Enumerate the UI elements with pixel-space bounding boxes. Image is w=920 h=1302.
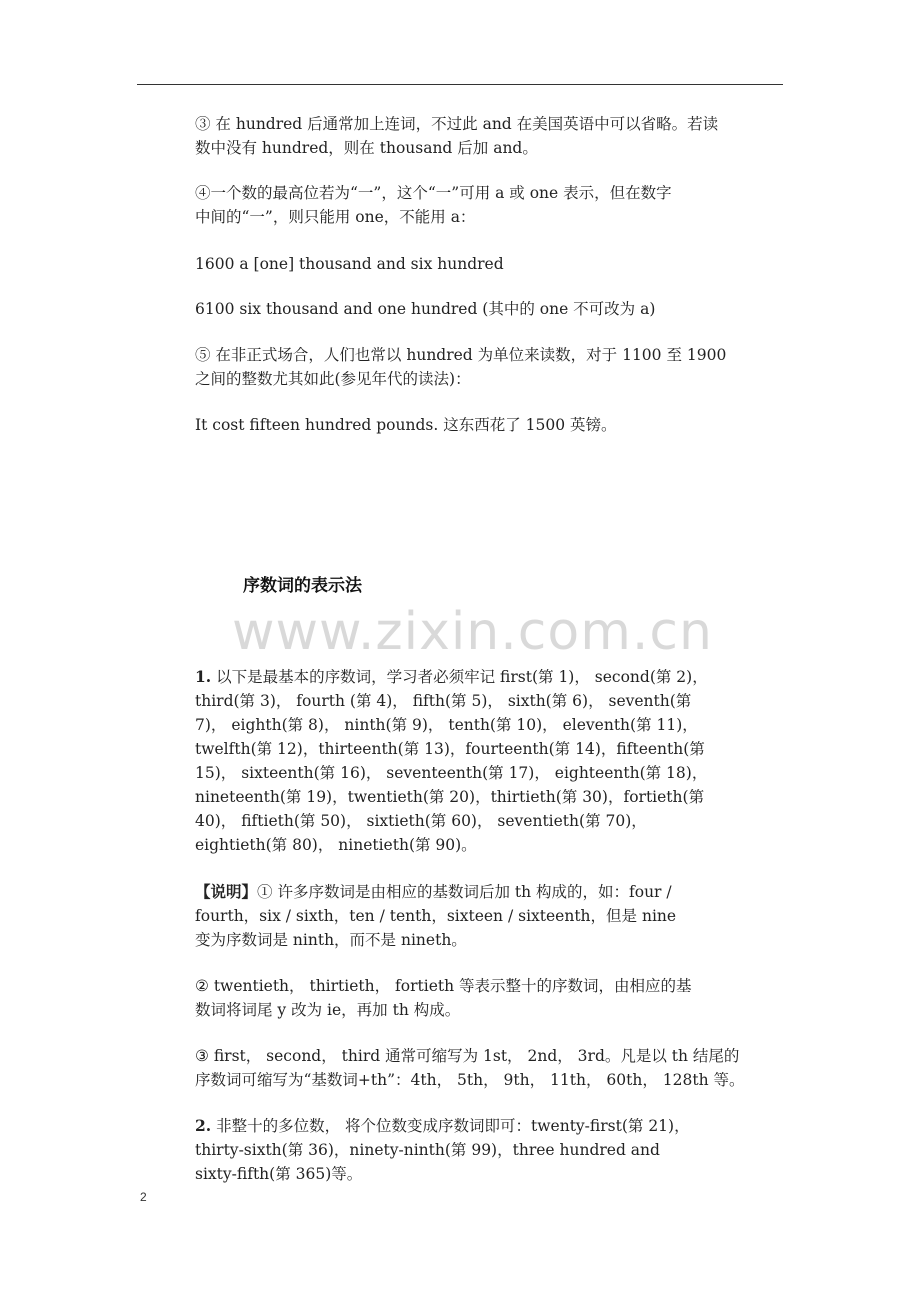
text-line: 数词将词尾 y 改为 ie，再加 th 构成。 xyxy=(195,1001,461,1019)
text-line: 变为序数词是 ninth，而不是 nineth。 xyxy=(195,931,467,949)
watermark: www.zixin.com.cn xyxy=(232,602,713,662)
text-span: 非整十的多位数， 将个位数变成序数词即可：twenty-first(第 21)， xyxy=(211,1117,690,1135)
text-line: It cost fifteen hundred pounds. 这东西花了 1500 英镑。 xyxy=(195,416,617,434)
text-line: 数中没有 hundred，则在 thousand 后加 and。 xyxy=(195,139,538,157)
text-line: 中间的“一”，则只能用 one，不能用 a： xyxy=(195,208,476,226)
text-line: ⑤ 在非正式场合，人们也常以 hundred 为单位来读数，对于 1100 至 1900 xyxy=(195,346,727,364)
text-span: 以下是最基本的序数词，学习者必须牢记 first(第 1)， second(第 2)， xyxy=(211,668,708,686)
text-line: nineteenth(第 19)，twentieth(第 20)，thirtieth(第 30)，fortieth(第 xyxy=(195,788,705,806)
text-line: 之间的整数尤其如此(参见年代的读法)： xyxy=(195,370,471,388)
section-heading-ordinal: 序数词的表示法 xyxy=(243,576,362,596)
text-line: third(第 3)， fourth (第 4)， fifth(第 5)， sixth(第 6)， seventh(第 xyxy=(195,692,692,710)
paragraph-hundred-and xyxy=(195,112,795,160)
text-line: 1600 a [one] thousand and six hundred xyxy=(195,255,504,273)
list-number: 2. xyxy=(195,1116,212,1135)
text-line xyxy=(195,1114,795,1138)
text-line: 7)， eighth(第 8)， ninth(第 9)， tenth(第 10)， eleventh(第 11)， xyxy=(195,716,698,734)
header-rule xyxy=(137,84,783,85)
note-label: 【说明】 xyxy=(195,882,258,901)
example-fifteen-hundred xyxy=(195,413,795,437)
text-line: ④一个数的最高位若为“一”，这个“一”可用 a 或 one 表示，但在数字 xyxy=(195,184,672,202)
note-ordinal-th xyxy=(195,880,795,952)
note-tens xyxy=(195,974,795,1022)
text-line xyxy=(195,880,795,904)
paragraph-informal-hundred xyxy=(195,343,795,391)
text-line: sixty-fifth(第 365)等。 xyxy=(195,1165,363,1183)
text-line: ② twentieth， thirtieth， fortieth 等表示整十的序数词，由相应的基 xyxy=(195,977,692,995)
page-number: 2 xyxy=(140,1190,147,1204)
text-line: fourth，six / sixth，ten / tenth，sixteen / sixteenth，但是 nine xyxy=(195,907,677,925)
text-line: twelfth(第 12)，thirteenth(第 13)，fourteenth(第 14)，fifteenth(第 xyxy=(195,740,705,758)
example-1600 xyxy=(195,252,795,276)
text-line: ③ first， second， third 通常可缩写为 1st， 2nd， 3rd。凡是以 th 结尾的 xyxy=(195,1047,740,1065)
text-line: thirty-sixth(第 36)，ninety-ninth(第 99)，three hundred and xyxy=(195,1141,660,1159)
text-line: 序数词可缩写为“基数词+th”：4th， 5th， 9th， 11th， 60th， 128th 等。 xyxy=(195,1071,745,1089)
note-abbreviation xyxy=(195,1044,795,1092)
paragraph-one-vs-a xyxy=(195,181,795,229)
text-line: 6100 six thousand and one hundred (其中的 one 不可改为 a) xyxy=(195,300,656,318)
text-line: 15)， sixteenth(第 16)， seventeenth(第 17)， eighteenth(第 18)， xyxy=(195,764,708,782)
text-line: 40)， fiftieth(第 50)， sixtieth(第 60)， seventieth(第 70)， xyxy=(195,812,647,830)
text-line xyxy=(195,665,795,689)
text-span: ① 许多序数词是由相应的基数词后加 th 构成的，如：four / xyxy=(257,883,672,901)
ordinal-item-2 xyxy=(195,1114,795,1186)
ordinal-item-1 xyxy=(195,665,795,857)
list-number: 1. xyxy=(195,667,212,686)
text-line: eightieth(第 80)， ninetieth(第 90)。 xyxy=(195,836,477,854)
text-line: ③ 在 hundred 后通常加上连词，不过此 and 在美国英语中可以省略。若读 xyxy=(195,115,719,133)
example-6100 xyxy=(195,297,795,321)
